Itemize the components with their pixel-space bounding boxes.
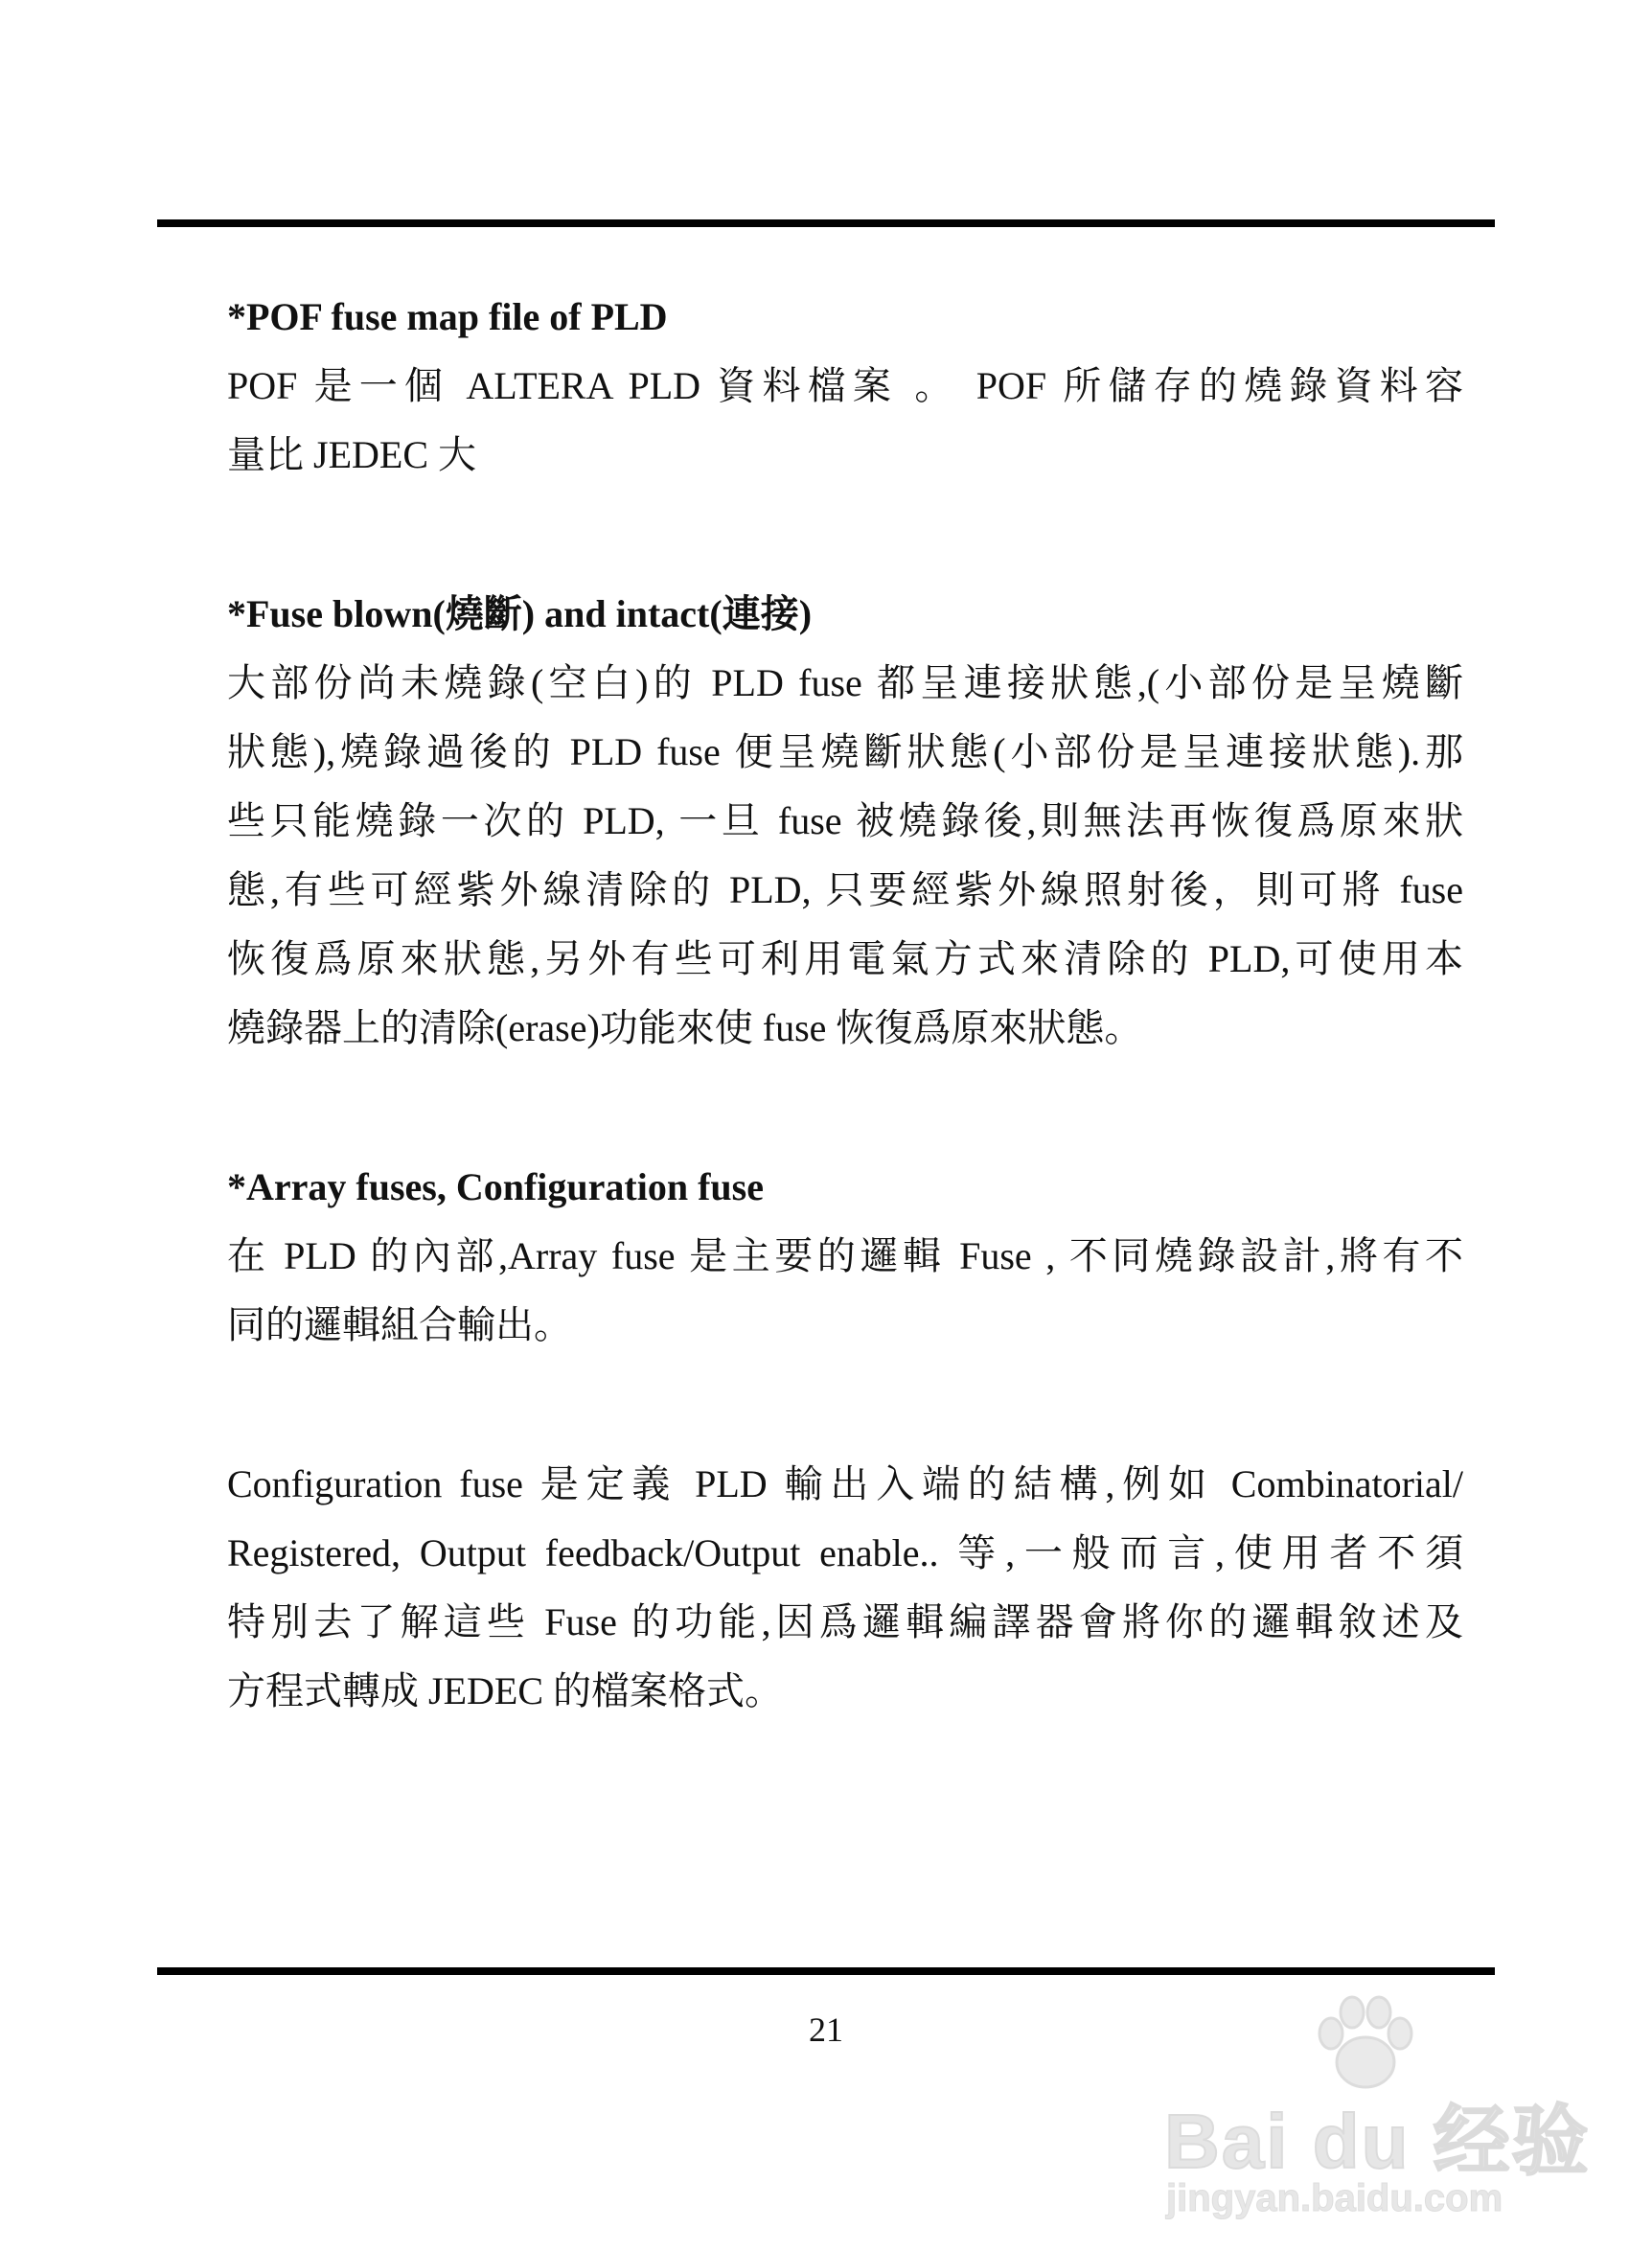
document-body xyxy=(227,283,1463,1726)
section-array-fuses xyxy=(227,1153,1463,1726)
section-heading: *Fuse blown(燒斷) and intact(連接) xyxy=(227,592,813,635)
text-line: 燒錄器上的清除(erase)功能來使 fuse 恢復爲原來狀態。 xyxy=(227,1006,1143,1049)
paragraph xyxy=(227,1450,1463,1726)
text-line: 量比 JEDEC 大 xyxy=(227,433,476,476)
watermark-url: jingyan.baidu.com xyxy=(1166,2177,1503,2219)
text-line: 態,有些可經紫外線清除的 PLD, 只要經紫外線照射後，則可將 fuse xyxy=(227,868,1463,911)
paragraph xyxy=(227,1222,1463,1360)
text-line: 在 PLD 的內部,Array fuse 是主要的邏輯 Fuse , 不同燒錄設計,將有不 xyxy=(227,1234,1463,1277)
page-number: 21 xyxy=(809,2010,843,2049)
paragraph xyxy=(227,649,1463,1063)
header-rule xyxy=(157,219,1495,227)
footer-rule xyxy=(157,1967,1495,1975)
text-line: Configuration fuse 是定義 PLD 輸出入端的結構,例如 Combinatorial/ xyxy=(227,1462,1463,1505)
text-line: Registered, Output feedback/Output enable.. 等,一般而言,使用者不須 xyxy=(227,1531,1463,1574)
paragraph xyxy=(227,352,1463,490)
section-pof xyxy=(227,283,1463,490)
text-line: 特別去了解這些 Fuse 的功能,因爲邏輯編譯器會將你的邏輯敘述及 xyxy=(227,1600,1463,1643)
text-line: 恢復爲原來狀態,另外有些可利用電氣方式來清除的 PLD,可使用本 xyxy=(227,937,1463,980)
section-heading: *Array fuses, Configuration fuse xyxy=(227,1165,764,1208)
text-line: 狀態),燒錄過後的 PLD fuse 便呈燒斷狀態(小部份是呈連接狀態).那 xyxy=(227,730,1463,773)
section-heading: *POF fuse map file of PLD xyxy=(227,295,668,338)
watermark xyxy=(1155,1993,1591,2223)
watermark-brand: Bai du 经验 xyxy=(1164,2099,1591,2184)
text-line: 些只能燒錄一次的 PLD, 一旦 fuse 被燒錄後,則無法再恢復爲原來狀 xyxy=(227,799,1463,842)
text-line: 方程式轉成 JEDEC 的檔案格式。 xyxy=(227,1669,783,1712)
text-line: 同的邏輯組合輸出。 xyxy=(227,1303,572,1346)
text-line: 大部份尚未燒錄(空白)的 PLD fuse 都呈連接狀態,(小部份是呈燒斷 xyxy=(227,661,1463,704)
text-line: POF 是一個 ALTERA PLD 資料檔案 。 POF 所儲存的燒錄資料容 xyxy=(227,364,1463,407)
section-fuse-blown xyxy=(227,580,1463,1063)
